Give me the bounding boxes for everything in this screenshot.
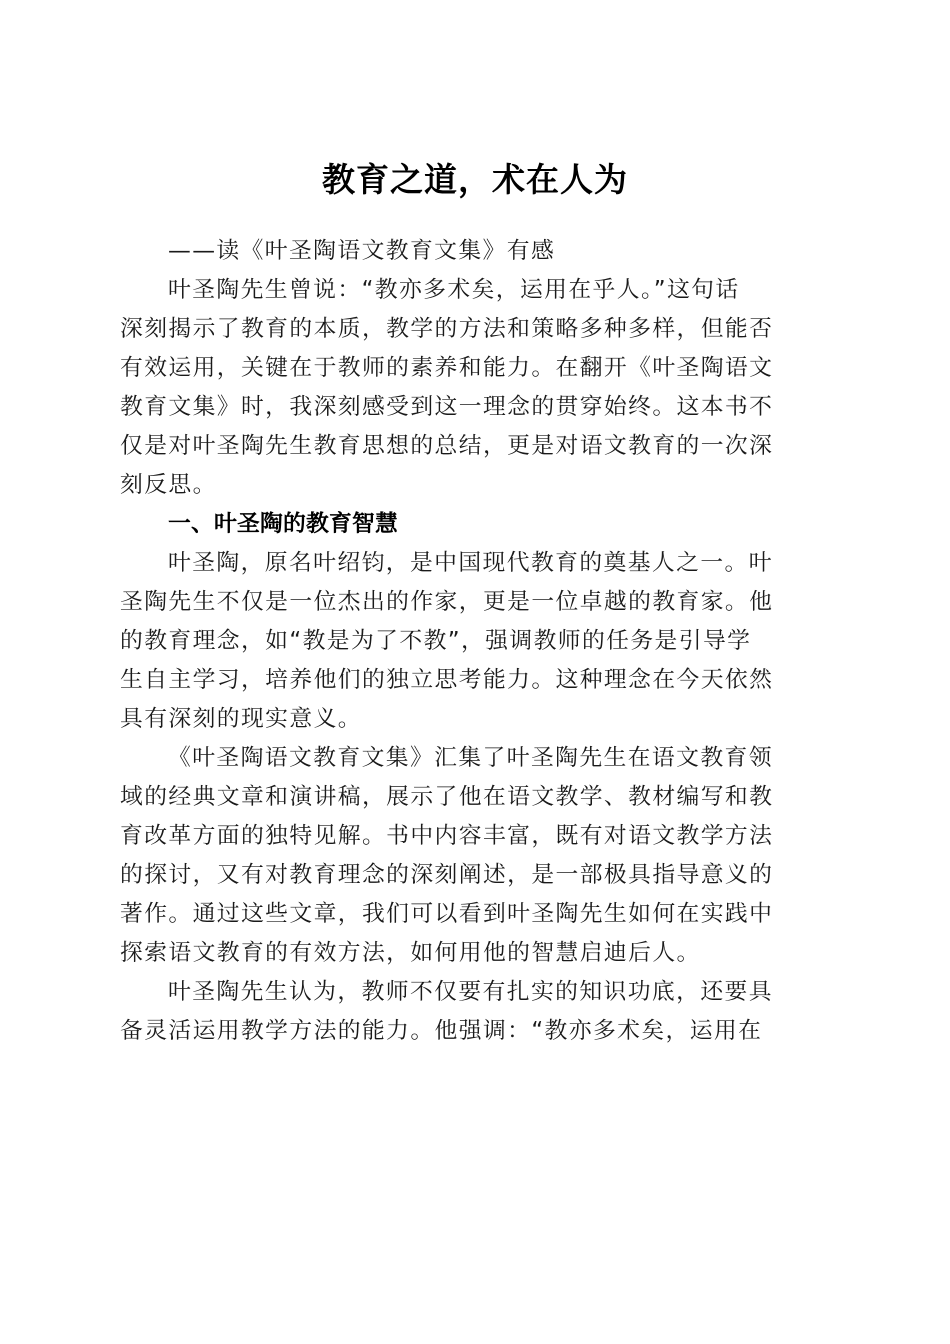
- paragraph-line: 有效运用，关键在于教师的素养和能力。在翻开《叶圣陶语文: [120, 355, 774, 381]
- paragraph-line: 著作。通过这些文章，我们可以看到叶圣陶先生如何在实践中: [120, 901, 774, 927]
- paragraph-line: 深刻揭示了教育的本质，教学的方法和策略多种多样，但能否: [120, 316, 774, 342]
- document-subtitle: ——读《叶圣陶语文教育文集》有感: [168, 238, 556, 264]
- section1-paragraph-3: [120, 973, 825, 1051]
- paragraph-line: 具有深刻的现实意义。: [120, 706, 362, 732]
- paragraph-line: 叶圣陶，原名叶绍钧，是中国现代教育的奠基人之一。叶: [168, 550, 773, 576]
- document-body: [120, 232, 825, 1051]
- paragraph-line: 教育文集》时，我深刻感受到这一理念的贯穿始终。这本书不: [120, 394, 774, 420]
- paragraph-line: 仅是对叶圣陶先生教育思想的总结，更是对语文教育的一次深: [120, 433, 774, 459]
- paragraph-line: 域的经典文章和演讲稿，展示了他在语文教学、教材编写和教: [120, 784, 774, 810]
- paragraph-line: 育改革方面的独特见解。书中内容丰富，既有对语文教学方法: [120, 823, 774, 849]
- paragraph-line: 的探讨，又有对教育理念的深刻阐述，是一部极具指导意义的: [120, 862, 774, 888]
- document-title: 教育之道，术在人为: [322, 160, 628, 200]
- section1-paragraph-1: [120, 544, 825, 739]
- section-heading: 一、叶圣陶的教育智慧: [168, 511, 398, 537]
- paragraph-line: 《叶圣陶语文教育文集》汇集了叶圣陶先生在语文教育领: [168, 745, 773, 771]
- paragraph-line: 的教育理念，如“教是为了不教”，强调教师的任务是引导学: [120, 628, 752, 654]
- paragraph-line: 圣陶先生不仅是一位杰出的作家，更是一位卓越的教育家。他: [120, 589, 774, 615]
- paragraph-line: 叶圣陶先生曾说：“教亦多术矣，运用在乎人。”这句话: [168, 277, 740, 303]
- paragraph-line: 刻反思。: [120, 472, 217, 498]
- paragraph-line: 探索语文教育的有效方法，如何用他的智慧启迪后人。: [120, 940, 701, 966]
- paragraph-line: 生自主学习，培养他们的独立思考能力。这种理念在今天依然: [120, 667, 774, 693]
- paragraph-line: 叶圣陶先生认为，教师不仅要有扎实的知识功底，还要具: [168, 979, 773, 1005]
- intro-paragraph: [120, 271, 825, 505]
- paragraph-line: 备灵活运用教学方法的能力。他强调：“教亦多术矣，运用在: [120, 1018, 763, 1044]
- section1-paragraph-2: [120, 739, 825, 973]
